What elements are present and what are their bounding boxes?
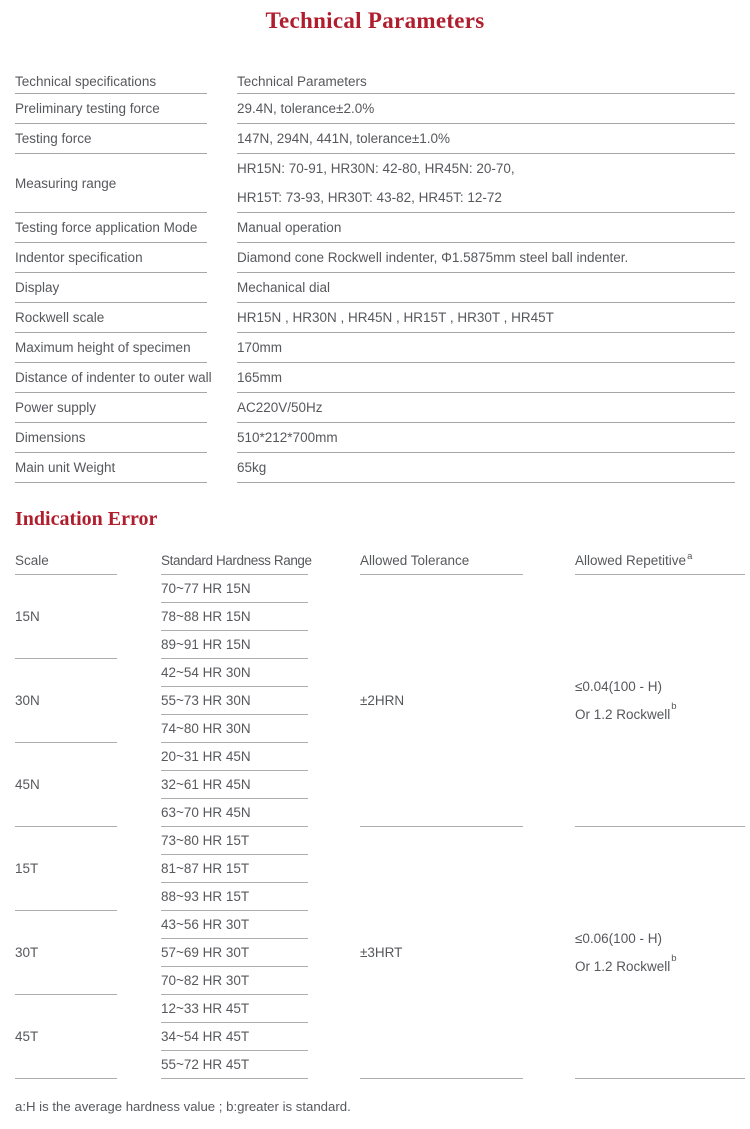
range-cell: 74~80 HR 30N (161, 715, 308, 743)
range-cell: 88~93 HR 15T (161, 883, 308, 911)
spec-row-value-line2: HR15T: 73-93, HR30T: 43-82, HR45T: 12-72 (237, 190, 502, 205)
range-cell: 57~69 HR 30T (161, 939, 308, 967)
range-cell: 34~54 HR 45T (161, 1023, 308, 1051)
range-cell: 70~77 HR 15N (161, 575, 308, 603)
spec-row-label: Rockwell scale (15, 303, 207, 333)
repetitive-line2: Or 1.2 Rockwell$^b$ (575, 701, 677, 722)
spec-row-value: Manual operation (237, 213, 735, 243)
error-header-scale: Scale (15, 547, 117, 575)
spec-row-label: Dimensions (15, 423, 207, 453)
range-cell: 63~70 HR 45N (161, 799, 308, 827)
footnote-mark-b: b (671, 953, 677, 964)
spec-row-label: Testing force application Mode (15, 213, 207, 243)
error-header-range: Standard Hardness Range (161, 547, 308, 575)
range-cell: 89~91 HR 15N (161, 631, 308, 659)
range-cell: 70~82 HR 30T (161, 967, 308, 995)
spec-row-value: 147N, 294N, 441N, tolerance±1.0% (237, 124, 735, 154)
range-cell: 81~87 HR 15T (161, 855, 308, 883)
spec-row-label: Testing force (15, 124, 207, 154)
spec-row-value: 29.4N, tolerance±2.0% (237, 94, 735, 124)
range-cell: 78~88 HR 15N (161, 603, 308, 631)
section-title-indication-error: Indication Error (15, 508, 158, 530)
scale-cell: 15T (15, 827, 117, 911)
indication-error-table (15, 547, 735, 1079)
specs-header-value: Technical Parameters (237, 70, 735, 94)
range-cell: 55~72 HR 45T (161, 1051, 308, 1079)
error-header-repetitive: Allowed Repetitive $^a$ (575, 547, 745, 575)
spec-row-value: 165mm (237, 363, 735, 393)
scale-cell: 30N (15, 659, 117, 743)
range-cell: 32~61 HR 45N (161, 771, 308, 799)
spec-row-value: 170mm (237, 333, 735, 363)
error-header-tolerance: Allowed Tolerance (360, 547, 523, 575)
scale-cell: 15N (15, 575, 117, 659)
range-cell: 43~56 HR 30T (161, 911, 308, 939)
spec-row-label: Main unit Weight (15, 453, 207, 483)
document-page (0, 8, 750, 1114)
repetitive-cell (575, 575, 745, 827)
spec-row-value: 65kg (237, 453, 735, 483)
specs-header-label: Technical specifications (15, 70, 207, 94)
spec-row-value (237, 154, 735, 213)
spec-row-label: Preliminary testing force (15, 94, 207, 124)
page-title: Technical Parameters (265, 8, 485, 33)
spec-row-label: Power supply (15, 393, 207, 423)
scale-cell: 30T (15, 911, 117, 995)
repetitive-line1: ≤0.06(100 - H) (575, 930, 662, 946)
tolerance-cell: ±2HRN (360, 575, 523, 827)
range-cell: 42~54 HR 30N (161, 659, 308, 687)
spec-row-value: HR15N , HR30N , HR45N , HR15T , HR30T , HR45T (237, 303, 735, 333)
range-cell: 55~73 HR 30N (161, 687, 308, 715)
range-cell: 73~80 HR 15T (161, 827, 308, 855)
range-cell: 12~33 HR 45T (161, 995, 308, 1023)
footnote-mark-b: b (671, 701, 677, 712)
specs-table (15, 70, 735, 483)
spec-row-value: Diamond cone Rockwell indenter, Φ1.5875mm steel ball indenter. (237, 243, 735, 273)
spec-row-label: Indentor specification (15, 243, 207, 273)
tolerance-cell: ±3HRT (360, 827, 523, 1079)
spec-row-label: Display (15, 273, 207, 303)
footnote: a:H is the average hardness value ; b:greater is standard. (15, 1099, 351, 1114)
repetitive-line1: ≤0.04(100 - H) (575, 678, 662, 694)
spec-row-label: Measuring range (15, 154, 207, 213)
spec-row-value: Mechanical dial (237, 273, 735, 303)
scale-cell: 45N (15, 743, 117, 827)
spec-row-value: 510*212*700mm (237, 423, 735, 453)
spec-row-value-line1: HR15N: 70-91, HR30N: 42-80, HR45N: 20-70, (237, 161, 515, 176)
spec-row-value: AC220V/50Hz (237, 393, 735, 423)
scale-cell: 45T (15, 995, 117, 1079)
repetitive-line2: Or 1.2 Rockwell$^b$ (575, 953, 677, 974)
spec-row-label: Maximum height of specimen (15, 333, 207, 363)
error-header-repetitive-label: Allowed Repetitive (575, 553, 687, 568)
range-cell: 20~31 HR 45N (161, 743, 308, 771)
repetitive-cell (575, 827, 745, 1079)
spec-row-label: Distance of indenter to outer wall (15, 363, 207, 393)
